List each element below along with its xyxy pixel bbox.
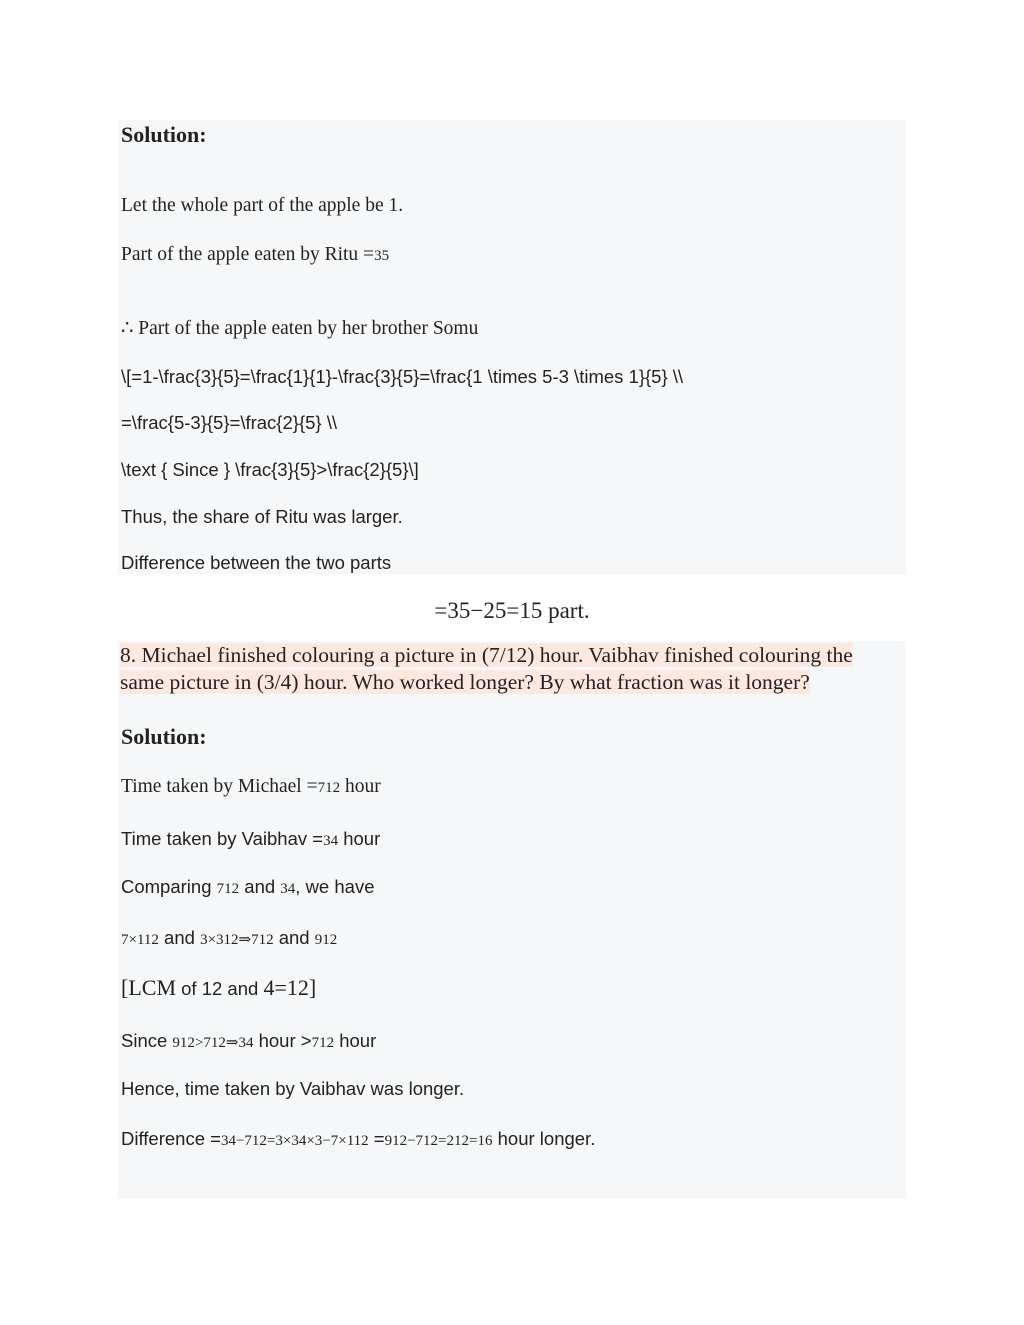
whole-apple-line: Let the whole part of the apple be 1. xyxy=(121,195,404,216)
ritu-part-value: 35 xyxy=(374,248,390,264)
vaibhav-longer-line: Hence, time taken by Vaibhav was longer. xyxy=(121,1078,465,1099)
ritu-part-line xyxy=(121,244,389,266)
comparing-part-3: , we have xyxy=(295,876,375,897)
ritu-larger-line: Thus, the share of Ritu was larger. xyxy=(121,506,403,527)
since-part-2: hour > xyxy=(253,1030,312,1051)
since-part-1: Since xyxy=(121,1030,173,1051)
final-difference-line xyxy=(121,1128,595,1150)
since-value-2: 712 xyxy=(311,1035,335,1051)
solution-heading-2: Solution: xyxy=(121,724,207,749)
comparing-value-2: 34 xyxy=(280,881,296,897)
conversion-line xyxy=(121,927,337,949)
question-8 xyxy=(120,642,890,696)
vaibhav-time-unit: hour xyxy=(338,828,381,849)
solution-heading-1: Solution: xyxy=(121,122,207,147)
vaibhav-time-value: 34 xyxy=(323,833,339,849)
conversion-part-1: and xyxy=(158,927,201,948)
vaibhav-time-label: Time taken by Vaibhav = xyxy=(121,828,324,849)
difference-result: =35−25=15 part. xyxy=(434,598,590,623)
since-value-1: 912>712⇒34 xyxy=(172,1035,254,1051)
solution-panel-2 xyxy=(118,641,906,1198)
question-8-text: 8. Michael finished colouring a picture in (7/12) hour. Vaibhav finished colouring the same picture in (3/4) hour. Who worked longer? By what fraction was it longer? xyxy=(120,643,853,694)
latex-line-1: \[=1-\frac{3}{5}=\frac{1}{1}-\frac{3}{5}=\frac{1 \times 5-3 \times 1}{5} \\ xyxy=(121,366,684,387)
somu-part-line: ∴ Part of the apple eaten by her brother Somu xyxy=(121,318,479,339)
final-difference-value-1: 34−712=3×34×3−7×112 xyxy=(220,1133,369,1149)
conversion-value-2: 3×312⇒712 xyxy=(200,932,274,948)
latex-line-2: =\frac{5-3}{5}=\frac{2}{5} \\ xyxy=(121,412,338,433)
difference-label: Difference between the two parts xyxy=(121,552,392,573)
ritu-part-label: Part of the apple eaten by Ritu = xyxy=(121,244,375,265)
lcm-mid: of 12 and xyxy=(176,978,264,999)
conversion-value-1: 7×112 xyxy=(121,932,159,948)
lcm-close: 4=12] xyxy=(263,975,317,1000)
michael-time-unit: hour xyxy=(340,776,381,797)
michael-time-label: Time taken by Michael = xyxy=(121,776,318,797)
latex-line-3: \text { Since } \frac{3}{5}>\frac{2}{5}\] xyxy=(121,459,419,480)
comparing-value-1: 712 xyxy=(216,881,240,897)
final-difference-part-2: = xyxy=(368,1128,385,1149)
vaibhav-time-line xyxy=(121,828,380,850)
michael-time-line xyxy=(121,776,381,798)
comparing-part-1: Comparing xyxy=(121,876,217,897)
final-difference-part-1: Difference = xyxy=(121,1128,221,1149)
comparing-part-2: and xyxy=(239,876,281,897)
conversion-part-2: and xyxy=(273,927,315,948)
final-difference-value-2: 912−712=212=16 xyxy=(384,1133,493,1149)
final-difference-part-3: hour longer. xyxy=(492,1128,596,1149)
lcm-open: [LCM xyxy=(121,975,176,1000)
since-line xyxy=(121,1030,376,1052)
michael-time-value: 712 xyxy=(317,780,341,796)
since-part-3: hour xyxy=(334,1030,377,1051)
comparing-line xyxy=(121,876,374,898)
lcm-line xyxy=(121,975,316,1001)
conversion-value-3: 912 xyxy=(314,932,338,948)
